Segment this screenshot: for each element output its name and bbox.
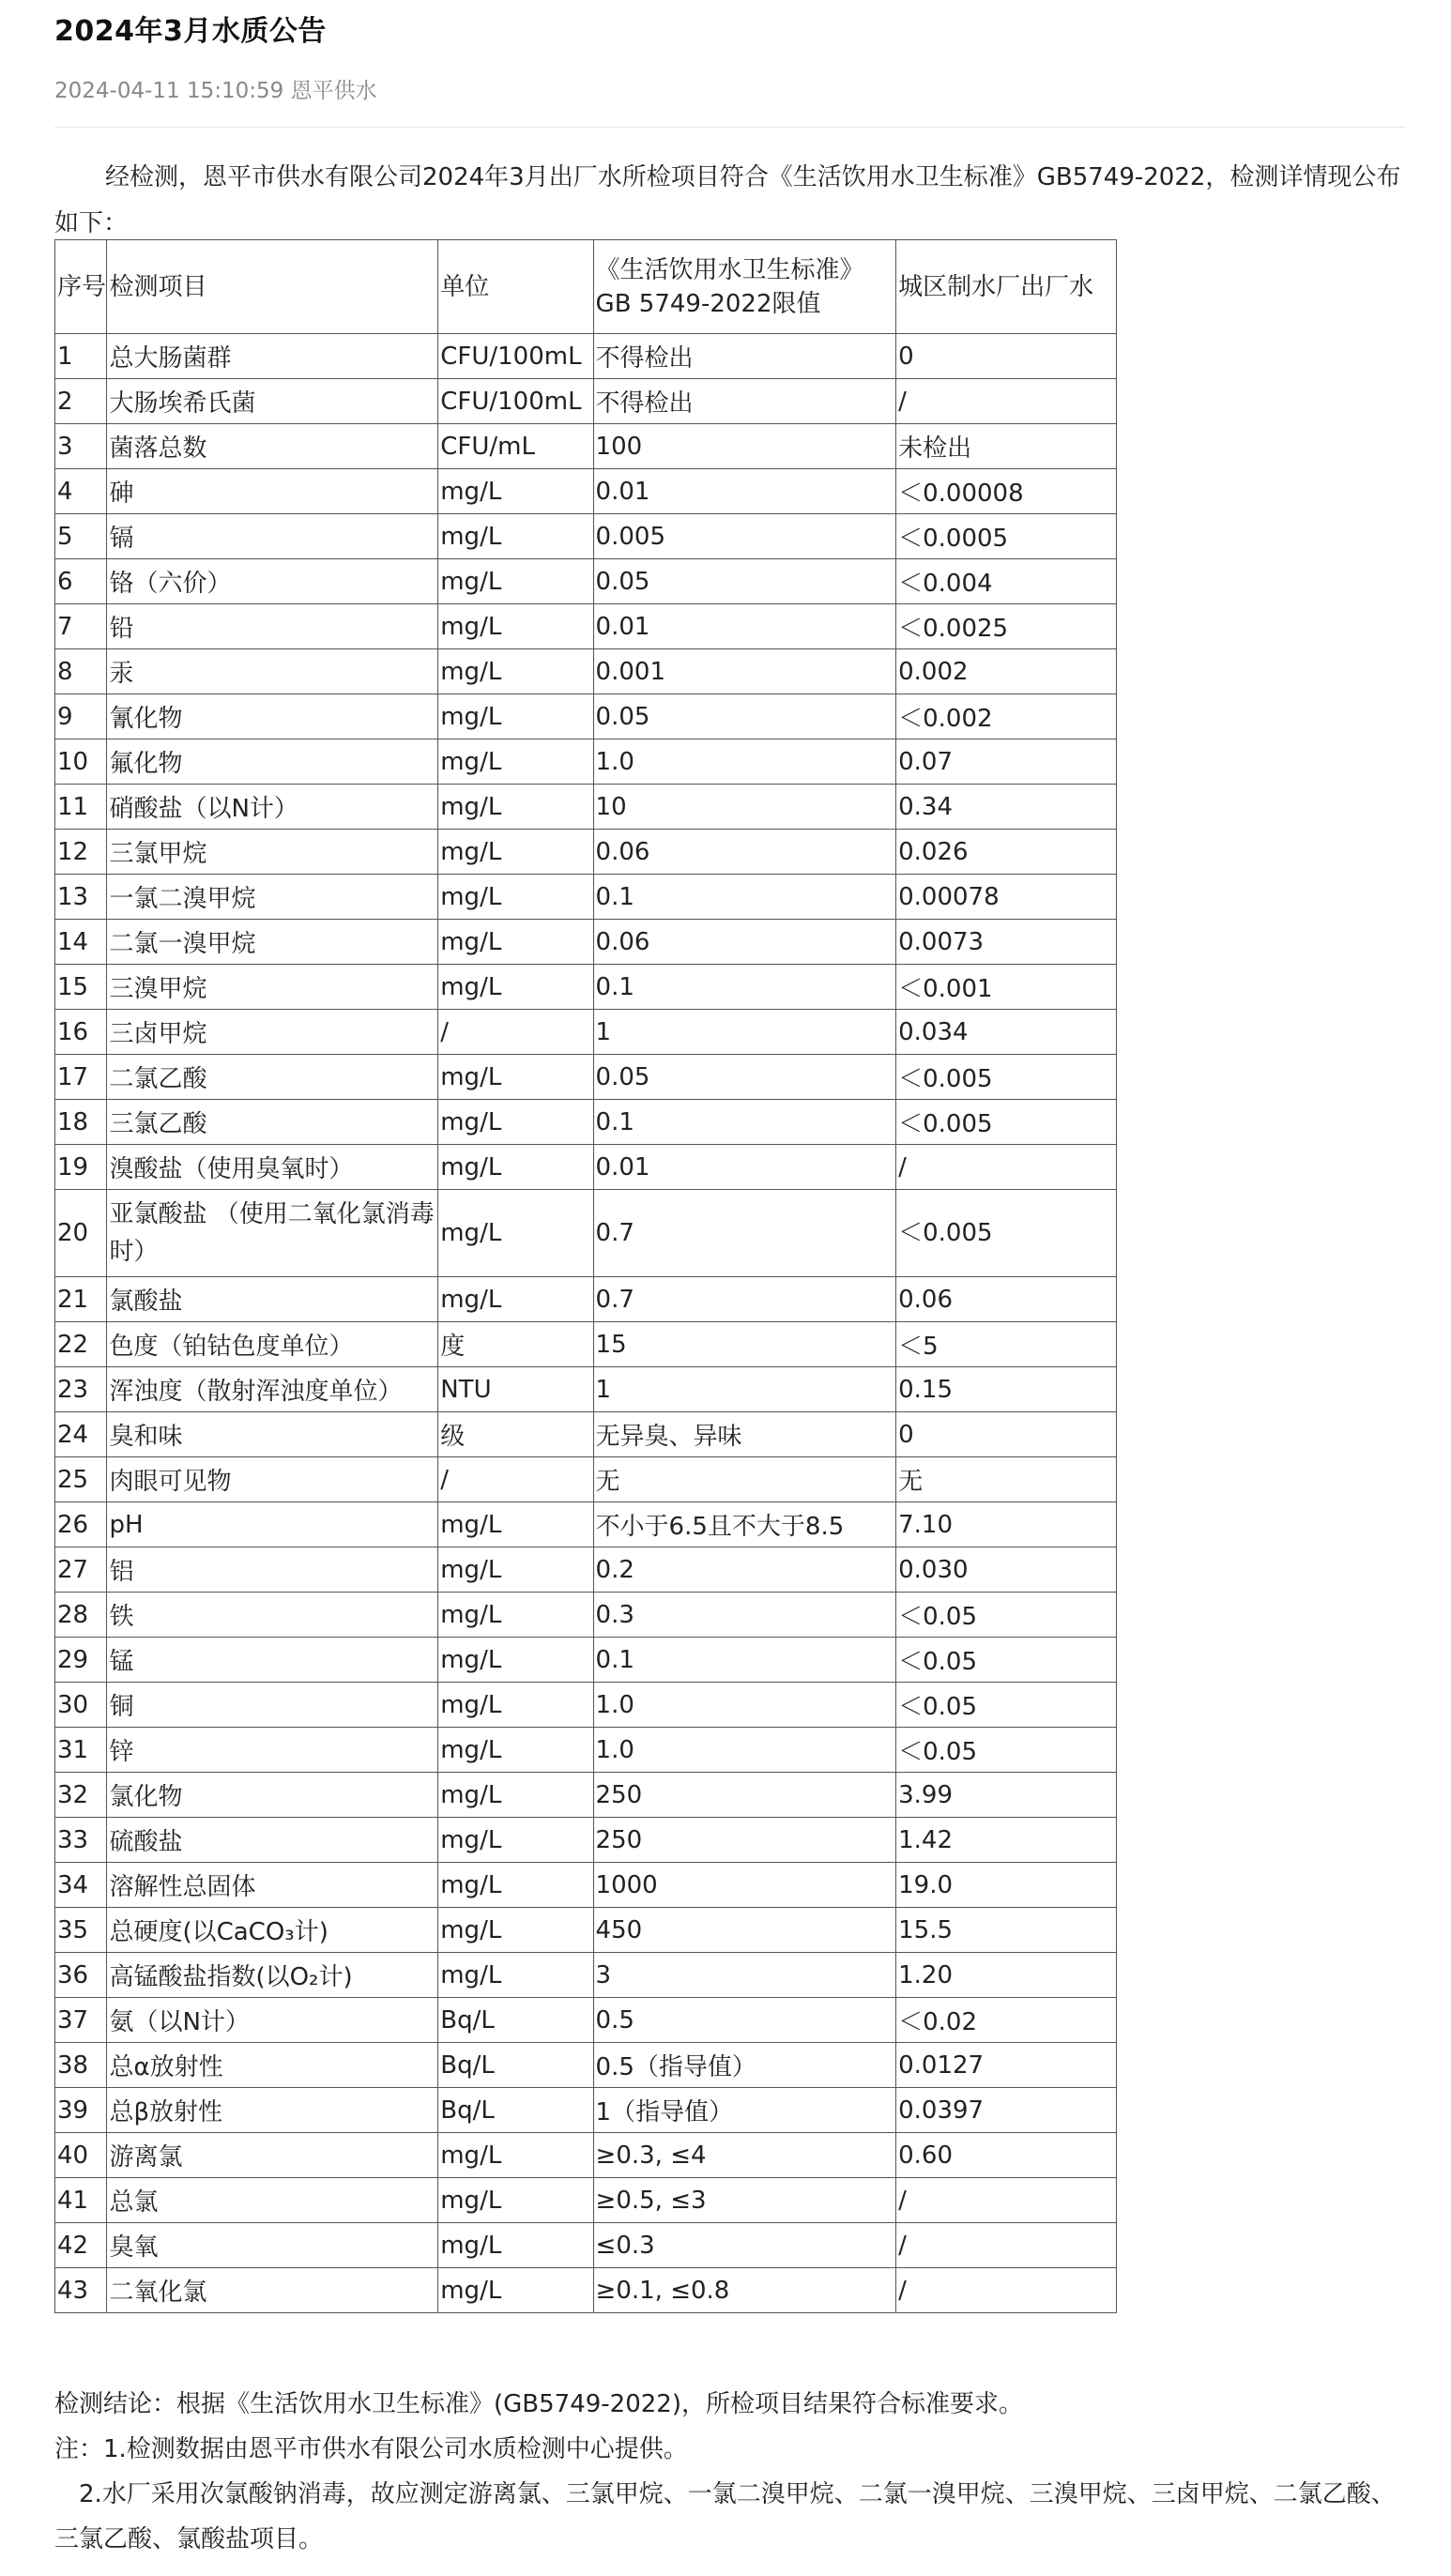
cell-limit: 0.1 [593, 875, 896, 920]
cell-no: 15 [55, 965, 107, 1010]
cell-limit: 不得检出 [593, 379, 896, 424]
cell-limit: 0.5 [593, 1998, 896, 2043]
cell-no: 27 [55, 1547, 107, 1593]
cell-limit: ≤0.3 [593, 2223, 896, 2268]
cell-limit: 10 [593, 785, 896, 830]
cell-no: 37 [55, 1998, 107, 2043]
table-row [55, 2268, 1117, 2313]
cell-no: 34 [55, 1863, 107, 1908]
cell-no: 21 [55, 1277, 107, 1322]
page-title: 2024年3月水质公告 [54, 15, 327, 48]
cell-unit: mg/L [438, 2178, 593, 2223]
cell-limit: 0.1 [593, 1638, 896, 1683]
cell-limit: 0.06 [593, 830, 896, 875]
table-row [55, 2178, 1117, 2223]
header-unit: 单位 [438, 240, 593, 334]
cell-result: ＜0.005 [896, 1100, 1117, 1145]
cell-unit: / [438, 1010, 593, 1055]
table-row [55, 1055, 1117, 1100]
divider [54, 127, 1406, 128]
table-row [55, 1863, 1117, 1908]
table-row [55, 1457, 1117, 1502]
cell-unit: mg/L [438, 2223, 593, 2268]
cell-unit: mg/L [438, 2133, 593, 2178]
article-source: 恩平供水 [290, 79, 377, 103]
cell-no: 28 [55, 1593, 107, 1638]
cell-item: 砷 [107, 469, 438, 514]
cell-item: 三溴甲烷 [107, 965, 438, 1010]
header-item: 检测项目 [107, 240, 438, 334]
cell-unit: mg/L [438, 1908, 593, 1953]
cell-unit: mg/L [438, 1863, 593, 1908]
cell-unit: mg/L [438, 694, 593, 739]
table-row [55, 1773, 1117, 1818]
cell-result: 0.030 [896, 1547, 1117, 1593]
table-row [55, 830, 1117, 875]
table-row [55, 2223, 1117, 2268]
cell-limit: 0.01 [593, 1145, 896, 1190]
cell-unit: NTU [438, 1367, 593, 1412]
cell-item: 铝 [107, 1547, 438, 1593]
cell-limit: 0.05 [593, 694, 896, 739]
cell-item: 氰化物 [107, 694, 438, 739]
cell-item: 高锰酸盐指数(以O₂计) [107, 1953, 438, 1998]
note-2: 2.水厂采用次氯酸钠消毒，故应测定游离氯、三氯甲烷、一氯二溴甲烷、二氯一溴甲烷、三溴甲烷、三卤甲烷、二氯乙酸、三氯乙酸、氯酸盐项目。 [54, 2480, 1396, 2553]
cell-no: 42 [55, 2223, 107, 2268]
header-limit-line2: GB 5749-2022限值 [595, 289, 821, 318]
cell-result: ＜0.05 [896, 1638, 1117, 1683]
table-row [55, 1953, 1117, 1998]
table-row [55, 2043, 1117, 2088]
cell-no: 43 [55, 2268, 107, 2313]
cell-no: 35 [55, 1908, 107, 1953]
cell-unit: CFU/100mL [438, 334, 593, 379]
cell-result: / [896, 1145, 1117, 1190]
cell-item: 浑浊度（散射浑浊度单位） [107, 1367, 438, 1412]
table-row [55, 1322, 1117, 1367]
cell-item: 总氯 [107, 2178, 438, 2223]
table-row [55, 1683, 1117, 1728]
cell-unit: CFU/100mL [438, 379, 593, 424]
cell-limit: 0.5（指导值） [593, 2043, 896, 2088]
cell-limit: ≥0.5, ≤3 [593, 2178, 896, 2223]
table-row [55, 604, 1117, 649]
cell-item: 汞 [107, 649, 438, 694]
cell-no: 4 [55, 469, 107, 514]
cell-limit: ≥0.3, ≤4 [593, 2133, 896, 2178]
table-row [55, 2133, 1117, 2178]
cell-no: 30 [55, 1683, 107, 1728]
cell-limit: 450 [593, 1908, 896, 1953]
cell-limit: 100 [593, 424, 896, 469]
cell-item: 铬（六价） [107, 559, 438, 604]
cell-item: 铅 [107, 604, 438, 649]
cell-item: 锰 [107, 1638, 438, 1683]
header-result: 城区制水厂出厂水 [896, 240, 1117, 334]
cell-unit: mg/L [438, 1145, 593, 1190]
cell-no: 17 [55, 1055, 107, 1100]
cell-item: 氯化物 [107, 1773, 438, 1818]
table-row [55, 1277, 1117, 1322]
cell-no: 38 [55, 2043, 107, 2088]
cell-no: 33 [55, 1818, 107, 1863]
table-row [55, 379, 1117, 424]
cell-item: 二氯一溴甲烷 [107, 920, 438, 965]
cell-item: 氟化物 [107, 739, 438, 785]
cell-unit: mg/L [438, 1683, 593, 1728]
cell-no: 32 [55, 1773, 107, 1818]
cell-item: 二氧化氯 [107, 2268, 438, 2313]
cell-unit: / [438, 1457, 593, 1502]
cell-unit: mg/L [438, 604, 593, 649]
table-row [55, 1593, 1117, 1638]
cell-unit: 级 [438, 1412, 593, 1457]
cell-item: 游离氯 [107, 2133, 438, 2178]
cell-no: 9 [55, 694, 107, 739]
cell-no: 24 [55, 1412, 107, 1457]
cell-no: 11 [55, 785, 107, 830]
cell-item: 大肠埃希氏菌 [107, 379, 438, 424]
cell-item: 二氯乙酸 [107, 1055, 438, 1100]
cell-item: 一氯二溴甲烷 [107, 875, 438, 920]
table-row [55, 469, 1117, 514]
cell-result: ＜0.002 [896, 694, 1117, 739]
cell-result: ＜0.004 [896, 559, 1117, 604]
cell-item: 溶解性总固体 [107, 1863, 438, 1908]
cell-no: 16 [55, 1010, 107, 1055]
cell-limit: 0.1 [593, 1100, 896, 1145]
cell-result: ＜0.005 [896, 1055, 1117, 1100]
cell-unit: mg/L [438, 559, 593, 604]
note-1: 注：1.检测数据由恩平市供水有限公司水质检测中心提供。 [54, 2435, 688, 2463]
cell-no: 8 [55, 649, 107, 694]
cell-limit: 250 [593, 1818, 896, 1863]
cell-item: 总大肠菌群 [107, 334, 438, 379]
cell-limit: 1 [593, 1367, 896, 1412]
cell-limit: 0.05 [593, 1055, 896, 1100]
table-row [55, 559, 1117, 604]
cell-item: 臭和味 [107, 1412, 438, 1457]
cell-result: / [896, 2178, 1117, 2223]
cell-limit: 0.7 [593, 1277, 896, 1322]
table-row [55, 1367, 1117, 1412]
table-row [55, 1728, 1117, 1773]
cell-result: ＜0.05 [896, 1593, 1117, 1638]
cell-no: 39 [55, 2088, 107, 2133]
cell-no: 12 [55, 830, 107, 875]
table-header-row [55, 240, 1117, 334]
cell-limit: 3 [593, 1953, 896, 1998]
cell-unit: Bq/L [438, 2088, 593, 2133]
cell-unit: mg/L [438, 514, 593, 559]
cell-unit: mg/L [438, 1277, 593, 1322]
cell-result: ＜0.0005 [896, 514, 1117, 559]
cell-limit: ≥0.1, ≤0.8 [593, 2268, 896, 2313]
cell-limit: 1.0 [593, 1728, 896, 1773]
conclusion-text: 检测结论：根据《生活饮用水卫生标准》(GB5749-2022)，所检项目结果符合标准要求。 [54, 2390, 1023, 2418]
table-row [55, 1145, 1117, 1190]
cell-result: ＜0.0025 [896, 604, 1117, 649]
header-no: 序号 [55, 240, 107, 334]
cell-item: 三氯甲烷 [107, 830, 438, 875]
cell-result: 0.026 [896, 830, 1117, 875]
cell-result: ＜0.00008 [896, 469, 1117, 514]
cell-item: 铜 [107, 1683, 438, 1728]
note-2-line [54, 2472, 1408, 2562]
table-row [55, 739, 1117, 785]
cell-unit: mg/L [438, 1502, 593, 1547]
table-row [55, 965, 1117, 1010]
cell-item: 色度（铂钴色度单位） [107, 1322, 438, 1367]
cell-item: 总β放射性 [107, 2088, 438, 2133]
cell-result: 0.06 [896, 1277, 1117, 1322]
cell-item: 三氯乙酸 [107, 1100, 438, 1145]
cell-no: 31 [55, 1728, 107, 1773]
cell-unit: mg/L [438, 1100, 593, 1145]
cell-item: 总α放射性 [107, 2043, 438, 2088]
cell-unit: mg/L [438, 469, 593, 514]
cell-unit: mg/L [438, 1818, 593, 1863]
table-row [55, 424, 1117, 469]
cell-no: 1 [55, 334, 107, 379]
cell-no: 18 [55, 1100, 107, 1145]
article-meta [54, 73, 377, 104]
table-row [55, 514, 1117, 559]
cell-limit: 无 [593, 1457, 896, 1502]
cell-result: ＜0.05 [896, 1683, 1117, 1728]
cell-item: 氨（以N计） [107, 1998, 438, 2043]
cell-result: 19.0 [896, 1863, 1117, 1908]
cell-item: 硫酸盐 [107, 1818, 438, 1863]
cell-limit: 250 [593, 1773, 896, 1818]
cell-no: 40 [55, 2133, 107, 2178]
cell-no: 36 [55, 1953, 107, 1998]
table-row [55, 1638, 1117, 1683]
cell-limit: 0.06 [593, 920, 896, 965]
cell-unit: mg/L [438, 1547, 593, 1593]
cell-item: 硝酸盐（以N计） [107, 785, 438, 830]
table-row [55, 1190, 1117, 1277]
cell-result: ＜0.005 [896, 1190, 1117, 1277]
table-row [55, 649, 1117, 694]
cell-unit: mg/L [438, 1593, 593, 1638]
cell-limit: 15 [593, 1322, 896, 1367]
cell-unit: mg/L [438, 1773, 593, 1818]
cell-unit: mg/L [438, 785, 593, 830]
cell-result: 0 [896, 334, 1117, 379]
cell-item: 铁 [107, 1593, 438, 1638]
cell-result: 0.0127 [896, 2043, 1117, 2088]
cell-limit: 0.01 [593, 604, 896, 649]
cell-unit: mg/L [438, 1190, 593, 1277]
table-row [55, 2088, 1117, 2133]
cell-limit: 0.7 [593, 1190, 896, 1277]
cell-result: 1.20 [896, 1953, 1117, 1998]
water-quality-table [54, 239, 1117, 2313]
cell-result: 无 [896, 1457, 1117, 1502]
table-row [55, 1908, 1117, 1953]
cell-unit: mg/L [438, 830, 593, 875]
table-row [55, 1818, 1117, 1863]
cell-result: / [896, 379, 1117, 424]
cell-no: 3 [55, 424, 107, 469]
cell-limit: 1000 [593, 1863, 896, 1908]
table-row [55, 1412, 1117, 1457]
cell-result: / [896, 2223, 1117, 2268]
cell-item: 菌落总数 [107, 424, 438, 469]
cell-result: 0 [896, 1412, 1117, 1457]
cell-limit: 0.2 [593, 1547, 896, 1593]
header-limit [593, 240, 896, 334]
cell-no: 29 [55, 1638, 107, 1683]
cell-result: 0.34 [896, 785, 1117, 830]
cell-result: ＜0.001 [896, 965, 1117, 1010]
table-row [55, 1010, 1117, 1055]
cell-item: 锌 [107, 1728, 438, 1773]
cell-item: 臭氧 [107, 2223, 438, 2268]
cell-no: 10 [55, 739, 107, 785]
cell-item: 镉 [107, 514, 438, 559]
cell-unit: mg/L [438, 1055, 593, 1100]
cell-unit: mg/L [438, 1953, 593, 1998]
cell-item: 肉眼可见物 [107, 1457, 438, 1502]
cell-result: 0.60 [896, 2133, 1117, 2178]
cell-result: 0.07 [896, 739, 1117, 785]
cell-no: 14 [55, 920, 107, 965]
cell-item: 氯酸盐 [107, 1277, 438, 1322]
table-row [55, 1547, 1117, 1593]
cell-no: 41 [55, 2178, 107, 2223]
cell-result: 3.99 [896, 1773, 1117, 1818]
cell-result: ＜0.05 [896, 1728, 1117, 1773]
cell-result: 0.002 [896, 649, 1117, 694]
cell-result: 0.15 [896, 1367, 1117, 1412]
table-row [55, 875, 1117, 920]
cell-item: 三卤甲烷 [107, 1010, 438, 1055]
cell-result: 0.034 [896, 1010, 1117, 1055]
cell-no: 2 [55, 379, 107, 424]
cell-unit: 度 [438, 1322, 593, 1367]
cell-unit: CFU/mL [438, 424, 593, 469]
cell-result: ＜5 [896, 1322, 1117, 1367]
cell-unit: mg/L [438, 920, 593, 965]
cell-no: 6 [55, 559, 107, 604]
cell-item: 亚氯酸盐 （使用二氧化氯消毒时） [107, 1190, 438, 1277]
cell-result: 1.42 [896, 1818, 1117, 1863]
cell-result: 0.0073 [896, 920, 1117, 965]
header-limit-line1: 《生活饮用水卫生标准》 [595, 255, 864, 284]
cell-result: 7.10 [896, 1502, 1117, 1547]
cell-result: / [896, 2268, 1117, 2313]
cell-limit: 0.001 [593, 649, 896, 694]
cell-unit: mg/L [438, 875, 593, 920]
cell-no: 26 [55, 1502, 107, 1547]
table-row [55, 920, 1117, 965]
cell-result: 未检出 [896, 424, 1117, 469]
cell-no: 25 [55, 1457, 107, 1502]
table-row [55, 785, 1117, 830]
cell-unit: mg/L [438, 1728, 593, 1773]
cell-limit: 0.005 [593, 514, 896, 559]
intro-text: 经检测，恩平市供水有限公司2024年3月出厂水所检项目符合《生活饮用水卫生标准》GB5749-2022，检测详情现公布如下： [54, 163, 1401, 237]
cell-unit: mg/L [438, 965, 593, 1010]
cell-item: pH [107, 1502, 438, 1547]
cell-unit: mg/L [438, 1638, 593, 1683]
cell-unit: mg/L [438, 739, 593, 785]
cell-no: 23 [55, 1367, 107, 1412]
cell-result: 0.0397 [896, 2088, 1117, 2133]
cell-limit: 0.3 [593, 1593, 896, 1638]
cell-result: 15.5 [896, 1908, 1117, 1953]
table-row [55, 1998, 1117, 2043]
cell-no: 5 [55, 514, 107, 559]
cell-unit: Bq/L [438, 2043, 593, 2088]
cell-no: 19 [55, 1145, 107, 1190]
cell-item: 总硬度(以CaCO₃计) [107, 1908, 438, 1953]
cell-limit: 0.1 [593, 965, 896, 1010]
cell-no: 7 [55, 604, 107, 649]
cell-limit: 1.0 [593, 739, 896, 785]
table-body [55, 334, 1117, 2313]
conclusion-section [54, 2382, 1408, 2562]
cell-result: ＜0.02 [896, 1998, 1117, 2043]
publish-datetime: 2024-04-11 15:10:59 [54, 79, 284, 103]
cell-limit: 0.01 [593, 469, 896, 514]
cell-limit: 无异臭、异味 [593, 1412, 896, 1457]
cell-unit: Bq/L [438, 1998, 593, 2043]
cell-limit: 1 [593, 1010, 896, 1055]
cell-no: 13 [55, 875, 107, 920]
cell-unit: mg/L [438, 649, 593, 694]
cell-unit: mg/L [438, 2268, 593, 2313]
cell-no: 22 [55, 1322, 107, 1367]
cell-no: 20 [55, 1190, 107, 1277]
table-row [55, 1100, 1117, 1145]
cell-result: 0.00078 [896, 875, 1117, 920]
cell-limit: 1.0 [593, 1683, 896, 1728]
table-row [55, 1502, 1117, 1547]
intro-paragraph [54, 155, 1408, 247]
cell-limit: 0.05 [593, 559, 896, 604]
cell-limit: 不小于6.5且不大于8.5 [593, 1502, 896, 1547]
cell-limit: 1（指导值） [593, 2088, 896, 2133]
table-row [55, 694, 1117, 739]
cell-limit: 不得检出 [593, 334, 896, 379]
table-row [55, 334, 1117, 379]
cell-item: 溴酸盐（使用臭氧时） [107, 1145, 438, 1190]
